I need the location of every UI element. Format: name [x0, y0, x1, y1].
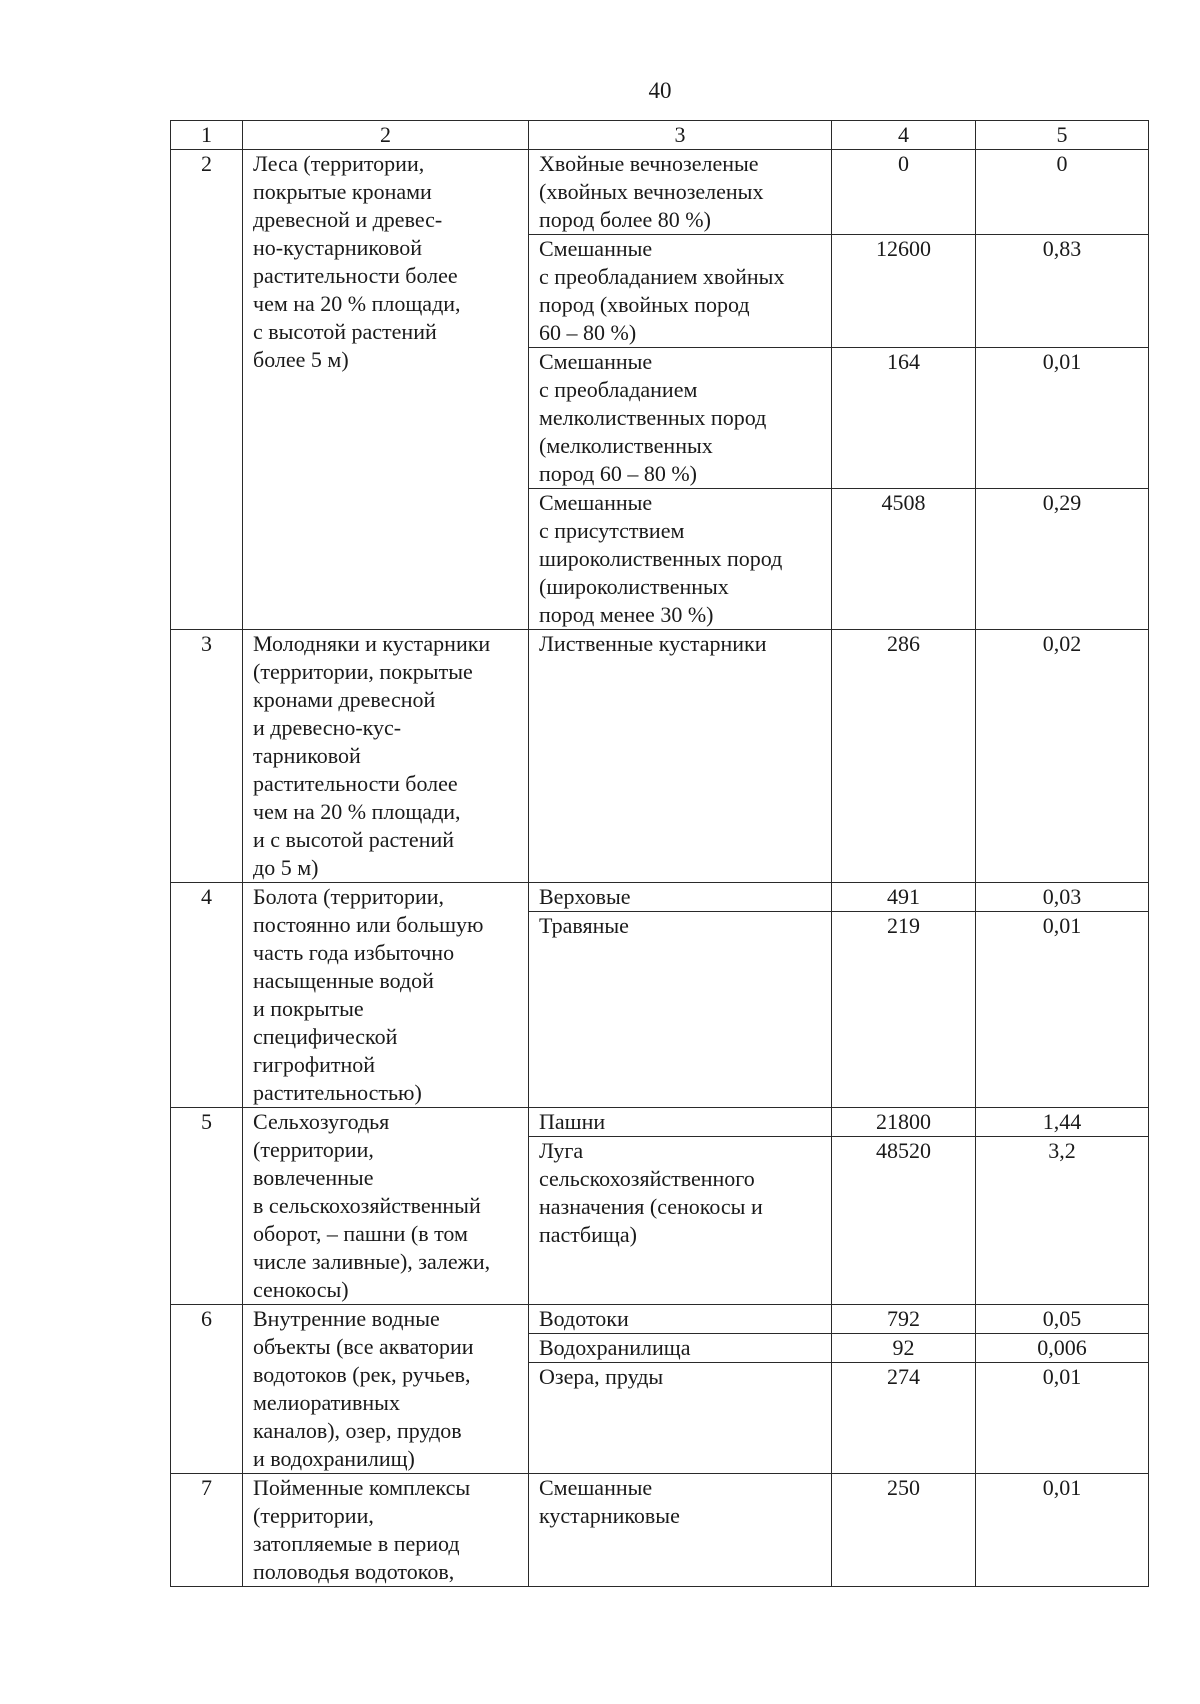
subtype-cell: Лиственные кустарники	[529, 630, 832, 883]
column-header-4: 4	[832, 121, 976, 150]
group-number: 2	[171, 150, 243, 630]
table-header-row	[171, 121, 1149, 150]
table-row	[171, 630, 1149, 883]
value-col5: 0,02	[976, 630, 1149, 883]
group-number: 3	[171, 630, 243, 883]
value-col4: 219	[832, 912, 976, 1108]
value-col4: 0	[832, 150, 976, 235]
value-col5: 0,01	[976, 912, 1149, 1108]
subtype-cell: Травяные	[529, 912, 832, 1108]
data-table	[170, 120, 1149, 1587]
subtype-cell: Смешанные с преобладанием мелколиственных пород (мелколиственных пород 60 – 80 %)	[529, 348, 832, 489]
group-number: 6	[171, 1305, 243, 1474]
value-col4: 4508	[832, 489, 976, 630]
group-number: 4	[171, 883, 243, 1108]
group-category: Болота (территории, постоянно или большую часть года избыточно насыщенные водой и покрытые специфической гигрофитной растительностью)	[243, 883, 529, 1108]
group-category: Внутренние водные объекты (все акватории водотоков (рек, ручьев, мелиоративных каналов), озер, прудов и водохранилищ)	[243, 1305, 529, 1474]
page-number: 40	[648, 78, 672, 103]
value-col4: 286	[832, 630, 976, 883]
subtype-cell: Смешанные кустарниковые	[529, 1474, 832, 1587]
value-col5: 0,05	[976, 1305, 1149, 1334]
group-category: Молодняки и кустарники (территории, покрытые кронами древесной и древесно-кус- тарниковой растительности более чем на 20 % площади, и с высотой растений до 5 м)	[243, 630, 529, 883]
value-col4: 274	[832, 1363, 976, 1474]
column-header-3: 3	[529, 121, 832, 150]
value-col5: 0,01	[976, 1474, 1149, 1587]
subtype-cell: Водохранилища	[529, 1334, 832, 1363]
subtype-cell: Пашни	[529, 1108, 832, 1137]
value-col4: 792	[832, 1305, 976, 1334]
value-col5: 0	[976, 150, 1149, 235]
table-row	[171, 883, 1149, 912]
value-col5: 0,83	[976, 235, 1149, 348]
subtype-cell: Водотоки	[529, 1305, 832, 1334]
column-header-5: 5	[976, 121, 1149, 150]
subtype-cell: Озера, пруды	[529, 1363, 832, 1474]
value-col5: 0,01	[976, 1363, 1149, 1474]
value-col5: 1,44	[976, 1108, 1149, 1137]
value-col4: 48520	[832, 1137, 976, 1305]
value-col4: 12600	[832, 235, 976, 348]
subtype-cell: Смешанные с преобладанием хвойных пород (хвойных пород 60 – 80 %)	[529, 235, 832, 348]
value-col4: 491	[832, 883, 976, 912]
value-col5: 0,01	[976, 348, 1149, 489]
table-row	[171, 1474, 1149, 1587]
value-col4: 164	[832, 348, 976, 489]
subtype-cell: Хвойные вечнозеленые (хвойных вечнозеленых пород более 80 %)	[529, 150, 832, 235]
subtype-cell: Смешанные с присутствием широколиственных пород (широколиственных пород менее 30 %)	[529, 489, 832, 630]
value-col5: 3,2	[976, 1137, 1149, 1305]
table-row	[171, 150, 1149, 235]
value-col5: 0,006	[976, 1334, 1149, 1363]
value-col4: 21800	[832, 1108, 976, 1137]
table-row	[171, 1108, 1149, 1137]
value-col5: 0,03	[976, 883, 1149, 912]
group-category: Пойменные комплексы (территории, затопляемые в период половодья водотоков,	[243, 1474, 529, 1587]
column-header-1: 1	[171, 121, 243, 150]
table-row	[171, 1305, 1149, 1334]
subtype-cell: Луга сельскохозяйственного назначения (сенокосы и пастбища)	[529, 1137, 832, 1305]
value-col5: 0,29	[976, 489, 1149, 630]
group-number: 5	[171, 1108, 243, 1305]
column-header-2: 2	[243, 121, 529, 150]
value-col4: 250	[832, 1474, 976, 1587]
group-number: 7	[171, 1474, 243, 1587]
group-category: Леса (территории, покрытые кронами древесной и древес- но-кустарниковой растительности более чем на 20 % площади, с высотой растений более 5 м)	[243, 150, 529, 630]
value-col4: 92	[832, 1334, 976, 1363]
group-category: Сельхозугодья (территории, вовлеченные в сельскохозяйственный оборот, – пашни (в том числе заливные), залежи, сенокосы)	[243, 1108, 529, 1305]
subtype-cell: Верховые	[529, 883, 832, 912]
